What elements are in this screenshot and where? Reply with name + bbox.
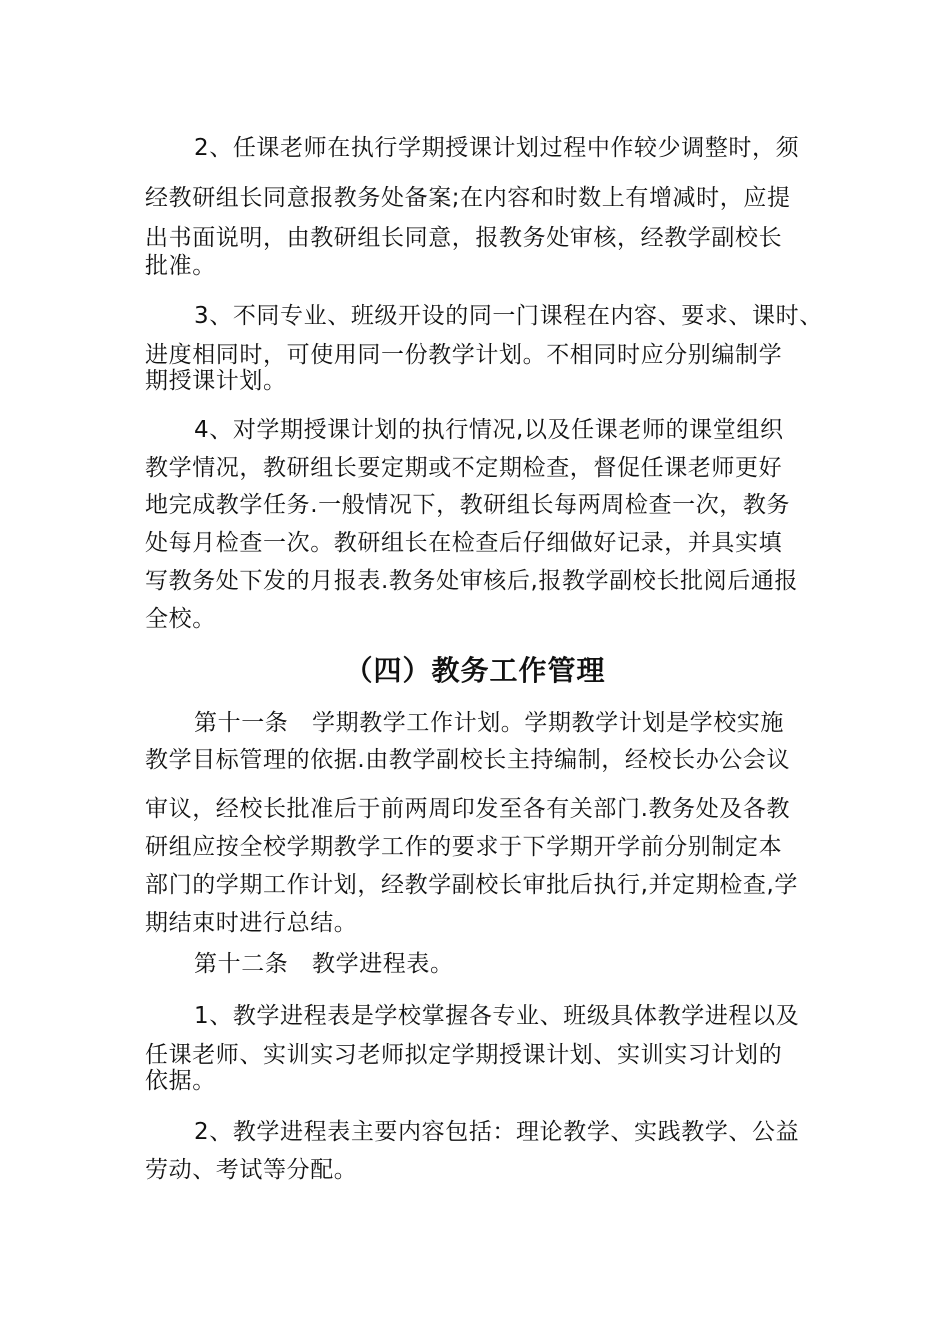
paragraph-3-line-1: 4、对学期授课计划的执行情况,以及任课老师的课堂组织 [194,417,784,443]
paragraph-6-line-2: 任课老师、实训实习老师拟定学期授课计划、实训实习计划的 [145,1042,783,1068]
paragraph-4-line-2: 教学目标管理的依据.由教学副校长主持编制，经校长办公会议 [145,747,791,773]
paragraph-5-line-1: 第十二条 教学进程表。 [194,951,454,977]
paragraph-1-line-2: 经教研组长同意报教务处备案;在内容和时数上有增减时，应提 [145,185,791,211]
paragraph-7-line-1: 2、教学进程表主要内容包括：理论教学、实践教学、公益 [194,1119,800,1145]
paragraph-3-line-5: 写教务处下发的月报表.教务处审核后,报教学副校长批阅后通报 [145,568,799,594]
paragraph-4-line-6: 期结束时进行总结。 [145,910,358,936]
paragraph-3-line-6: 全校。 [145,606,216,632]
paragraph-3-line-4: 处每月检查一次。教研组长在检查后仔细做好记录，并具实填 [145,530,783,556]
paragraph-4-line-1: 第十一条 学期教学工作计划。学期教学计划是学校实施 [194,710,784,736]
paragraph-2-line-2: 进度相同时，可使用同一份教学计划。不相同时应分别编制学 [145,342,783,368]
paragraph-2-line-3: 期授课计划。 [145,368,287,394]
paragraph-1-line-1: 2、任课老师在执行学期授课计划过程中作较少调整时，须 [194,135,800,161]
paragraph-6-line-1: 1、教学进程表是学校掌握各专业、班级具体教学进程以及 [194,1003,800,1029]
paragraph-2-line-1: 3、不同专业、班级开设的同一门课程在内容、要求、课时、 [194,303,823,329]
paragraph-7-line-2: 劳动、考试等分配。 [145,1157,358,1183]
paragraph-3-line-3: 地完成教学任务.一般情况下，教研组长每两周检查一次，教务 [145,492,791,518]
paragraph-6-line-3: 依据。 [145,1068,216,1094]
paragraph-1-line-4: 批准。 [145,253,216,279]
paragraph-3-line-2: 教学情况，教研组长要定期或不定期检查，督促任课老师更好 [145,455,783,481]
section-heading: （四）教务工作管理 [344,654,606,687]
paragraph-4-line-5: 部门的学期工作计划，经教学副校长审批后执行,并定期检查,学 [145,872,799,898]
paragraph-1-line-3: 出书面说明，由教研组长同意，报教务处审核，经教学副校长 [145,225,783,251]
paragraph-4-line-3: 审议，经校长批准后于前两周印发至各有关部门.教务处及各教 [145,796,791,822]
paragraph-4-line-4: 研组应按全校学期教学工作的要求于下学期开学前分别制定本 [145,834,783,860]
